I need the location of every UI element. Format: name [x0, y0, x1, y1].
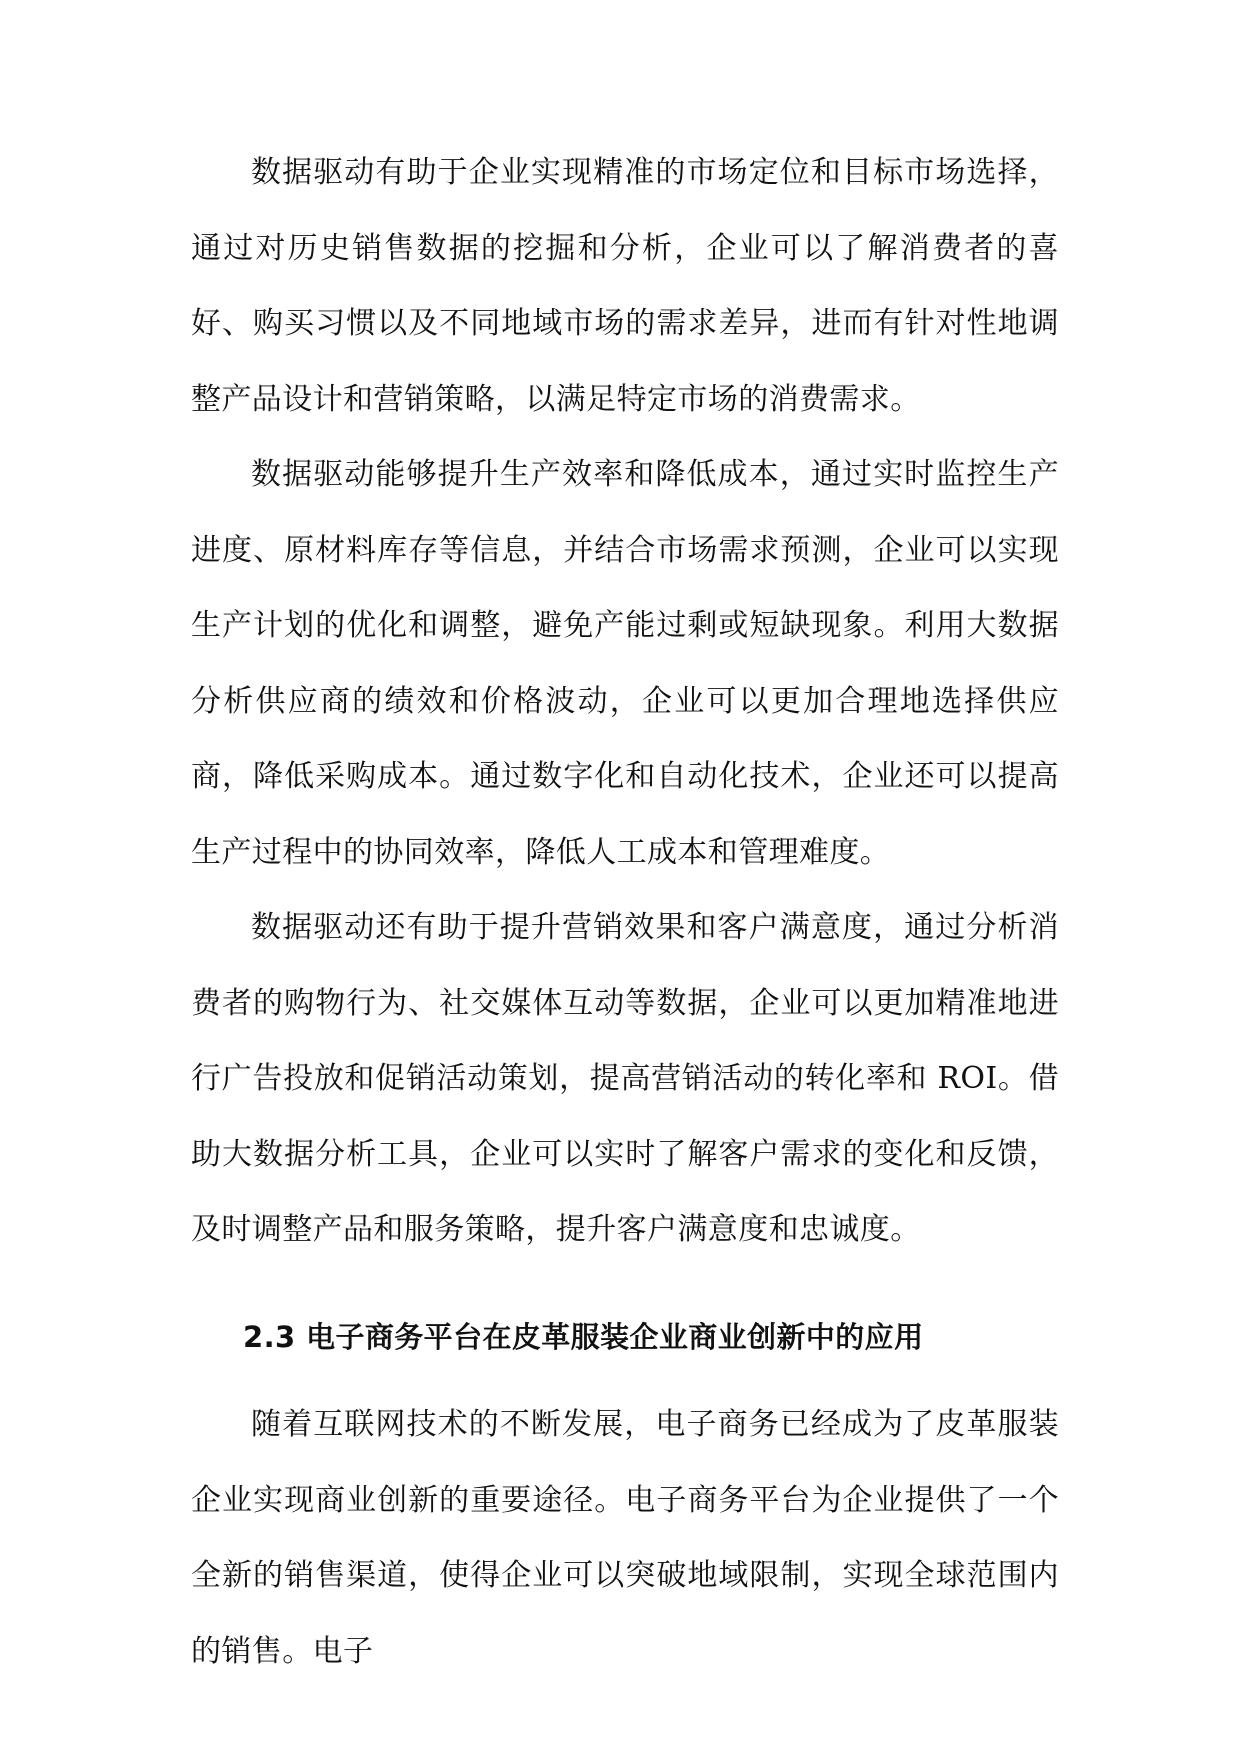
paragraph-ecommerce-intro: 随着互联网技术的不断发展，电子商务已经成为了皮革服装企业实现商业创新的重要途径。电子商务平台为企业提供了一个全新的销售渠道，使得企业可以突破地域限制，实现全球范围内的销售。电子: [191, 1407, 1059, 1669]
section-body-text: [191, 1387, 1059, 1689]
section-heading: 2.3 电子商务平台在皮革服装企业商业创新中的应用: [243, 1320, 924, 1354]
paragraph-market-positioning: 数据驱动有助于企业实现精准的市场定位和目标市场选择，通过对历史销售数据的挖掘和分析，企业可以了解消费者的喜好、购买习惯以及不同地域市场的需求差异，进而有针对性地调整产品设计和营销策略，以满足特定市场的消费需求。: [191, 155, 1059, 417]
paragraph-production-efficiency: 数据驱动能够提升生产效率和降低成本，通过实时监控生产进度、原材料库存等信息，并结合市场需求预测，企业可以实现生产计划的优化和调整，避免产能过剩或短缺现象。利用大数据分析供应商的绩效和价格波动，企业可以更加合理地选择供应商，降低采购成本。通过数字化和自动化技术，企业还可以提高生产过程中的协同效率，降低人工成本和管理难度。: [191, 457, 1059, 870]
paragraph-marketing-effect: 数据驱动还有助于提升营销效果和客户满意度，通过分析消费者的购物行为、社交媒体互动等数据，企业可以更加精准地进行广告投放和促销活动策划，提高营销活动的转化率和 ROI。借助大数据分析工具，企业可以实时了解客户需求的变化和反馈，及时调整产品和服务策略，提升客户满意度和忠诚度。: [191, 910, 1059, 1247]
body-text-block: [191, 135, 1059, 1268]
